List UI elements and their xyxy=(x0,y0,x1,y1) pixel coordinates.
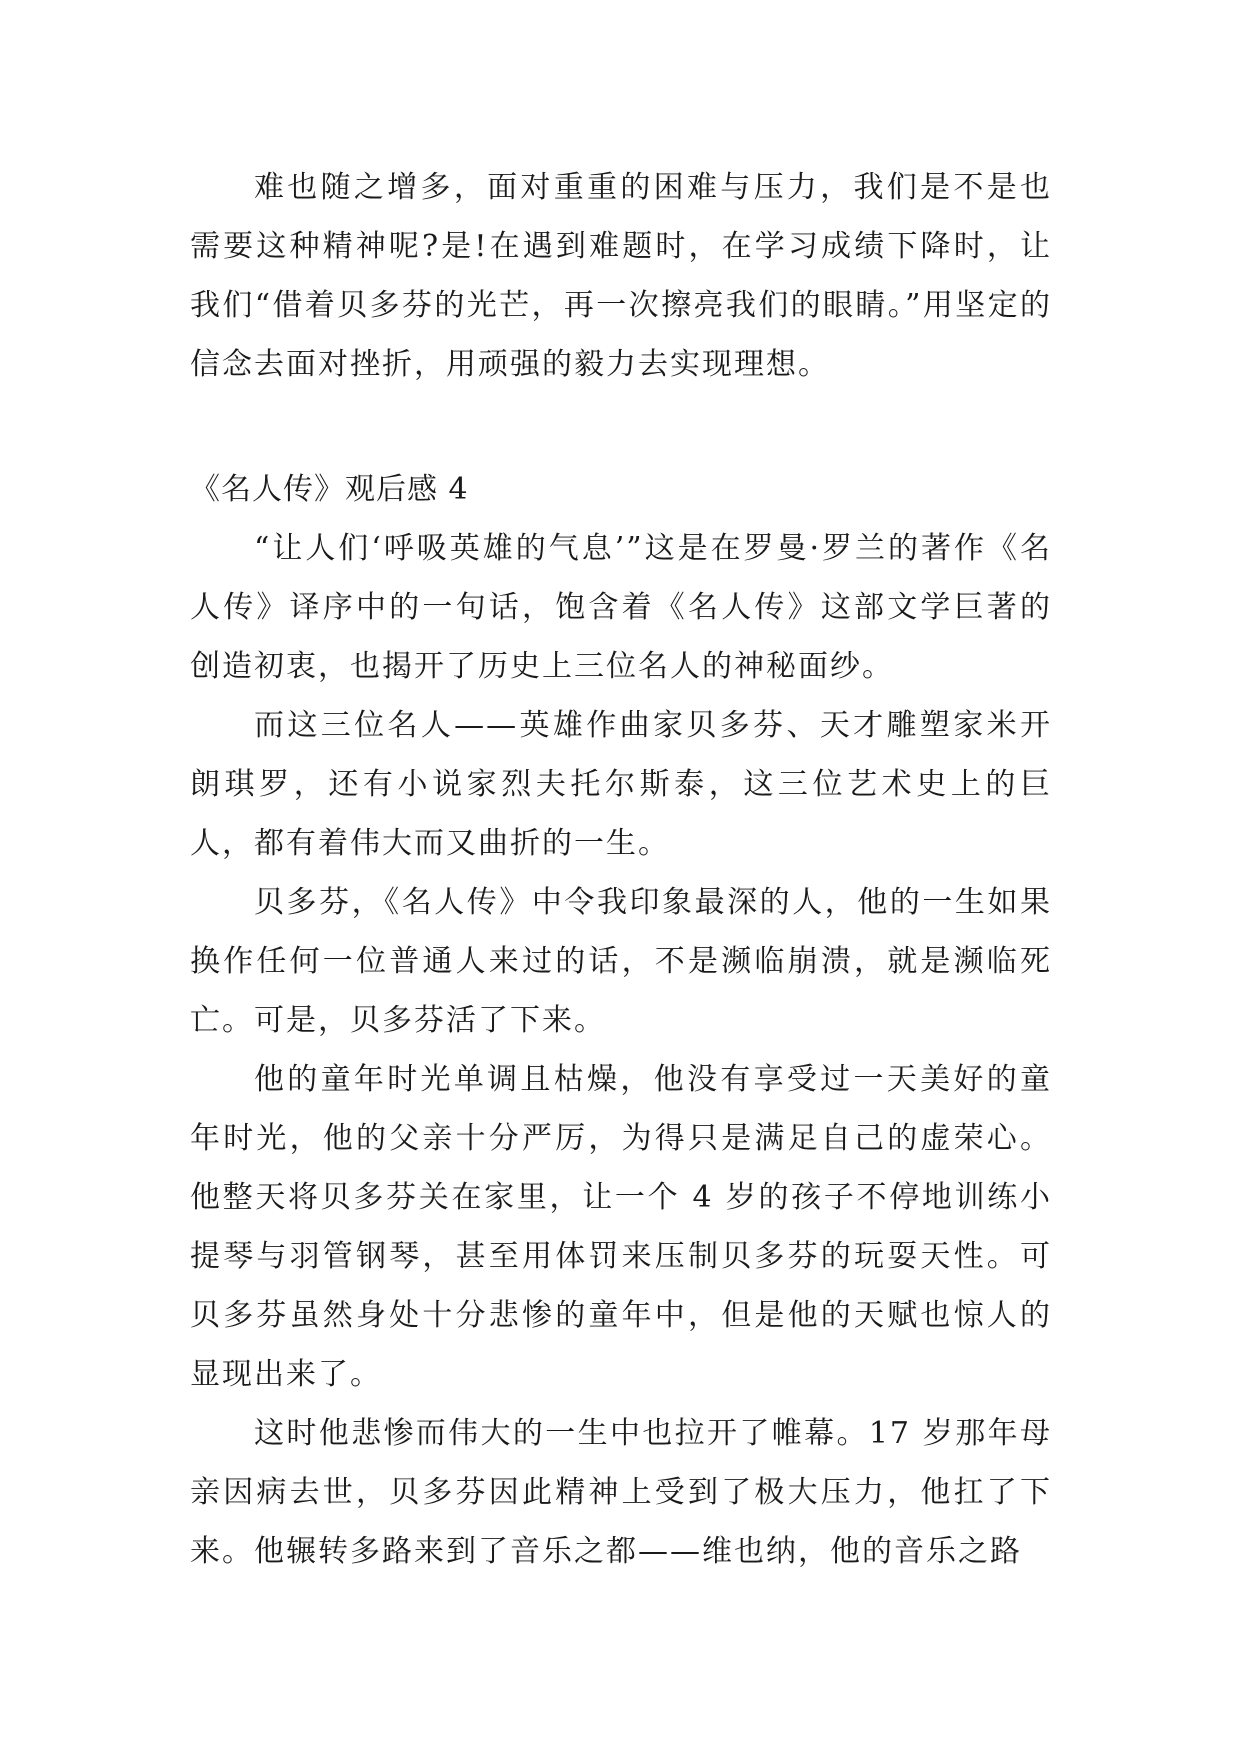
body-paragraph: “让人们‘呼吸英雄的气息’”这是在罗曼·罗兰的著作《名人传》译序中的一句话，饱含着《名人传》这部文学巨著的创造初衷，也揭开了历史上三位名人的神秘面纱。 xyxy=(190,531,1052,684)
body-paragraph: 他的童年时光单调且枯燥，他没有享受过一天美好的童年时光，他的父亲十分严厉，为得只是满足自己的虚荣心。他整天将贝多芬关在家里，让一个 4 岁的孩子不停地训练小提琴与羽管钢琴，甚至用体罚来压制贝多芬的玩耍天性。可贝多芬虽然身处十分悲惨的童年中，但是他的天赋也惊人的显现出来了。 xyxy=(190,1062,1052,1392)
body-paragraph: 贝多芬，《名人传》中令我印象最深的人，他的一生如果换作任何一位普通人来过的话，不是濒临崩溃，就是濒临死亡。可是，贝多芬活了下来。 xyxy=(190,885,1052,1038)
section-spacer xyxy=(190,394,1052,460)
body-paragraph: 而这三位名人——英雄作曲家贝多芬、天才雕塑家米开朗琪罗，还有小说家烈夫托尔斯泰，这三位艺术史上的巨人，都有着伟大而又曲折的一生。 xyxy=(190,708,1052,861)
document-body xyxy=(190,158,1052,1581)
section-title: 《名人传》观后感 4 xyxy=(190,472,469,507)
body-paragraph: 这时他悲惨而伟大的一生中也拉开了帷幕。17 岁那年母亲因病去世，贝多芬因此精神上受到了极大压力，他扛了下来。他辗转多路来到了音乐之都——维也纳，他的音乐之路 xyxy=(190,1416,1052,1569)
continued-paragraph: 难也随之增多，面对重重的困难与压力，我们是不是也需要这种精神呢?是!在遇到难题时，在学习成绩下降时，让我们“借着贝多芬的光芒，再一次擦亮我们的眼睛。”用坚定的信念去面对挫折，用顽强的毅力去实现理想。 xyxy=(190,170,1052,382)
